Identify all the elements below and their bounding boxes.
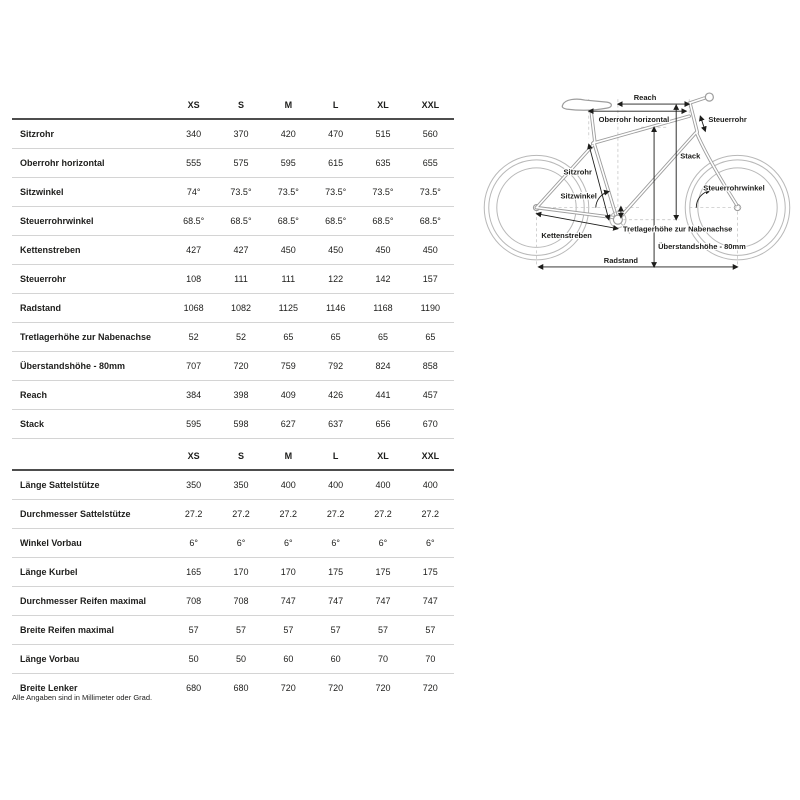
value-cell: 27.2 (217, 500, 264, 529)
value-cell: 792 (312, 352, 359, 381)
value-cell: 57 (217, 616, 264, 645)
size-header-xl: XL (359, 92, 406, 119)
value-cell: 470 (312, 119, 359, 149)
value-cell: 74° (170, 178, 217, 207)
row-label: Durchmesser Sattelstütze (12, 500, 170, 529)
value-cell: 720 (280, 683, 296, 693)
diagram-label-sitzrohr: Sitzrohr (563, 167, 592, 177)
value-cell: 747 (407, 587, 454, 616)
value-cell: 175 (312, 558, 359, 587)
value-cell: 175 (359, 558, 406, 587)
value-cell: 73.5° (312, 178, 359, 207)
diagram-label-sitzwinkel: Sitzwinkel (560, 191, 597, 201)
row-label: Durchmesser Reifen maximal (12, 587, 170, 616)
value-cell: 65 (265, 323, 312, 352)
value-cell: 68.5° (170, 207, 217, 236)
value-cell: 708 (217, 587, 264, 616)
value-cell: 52 (170, 323, 217, 352)
diagram-label-steuerrohrwinkel: Steuerrohrwinkel (703, 183, 765, 193)
value-cell: 420 (265, 119, 312, 149)
value-cell: 595 (170, 410, 217, 439)
value-cell: 27.2 (359, 500, 406, 529)
value-cell: 747 (312, 587, 359, 616)
value-cell: 707 (170, 352, 217, 381)
value-cell: 6° (265, 529, 312, 558)
value-cell: 108 (170, 265, 217, 294)
value-cell: 635 (359, 149, 406, 178)
table-row (12, 323, 454, 352)
table-row (12, 410, 454, 439)
value-cell: 370 (217, 119, 264, 149)
saddle (562, 99, 611, 110)
size-header-xxl: XXL (407, 443, 454, 470)
diagram-label-oberrohr: Oberrohr horizontal (598, 115, 670, 125)
value-cell: 400 (407, 470, 454, 500)
geometry-tables (12, 92, 454, 702)
row-label: Sitzwinkel (12, 178, 170, 207)
size-header-spacer (12, 443, 170, 470)
value-cell: 515 (359, 119, 406, 149)
value-cell: 6° (312, 529, 359, 558)
table-row (12, 119, 454, 149)
table-row (12, 236, 454, 265)
size-header-row (12, 443, 454, 470)
row-label: Breite Reifen maximal (12, 616, 170, 645)
value-cell: 720 (217, 352, 264, 381)
table-row (12, 381, 454, 410)
value-cell: 73.5° (217, 178, 264, 207)
value-cell: 122 (312, 265, 359, 294)
table-row (12, 645, 454, 674)
value-cell: 111 (265, 265, 312, 294)
diagram-label-ueberstandshoehe: Überstandshöhe - 80mm (658, 241, 746, 251)
value-cell: 350 (217, 470, 264, 500)
table-row (12, 558, 454, 587)
bike-geometry-diagram (478, 83, 800, 284)
value-cell: 27.2 (170, 500, 217, 529)
value-cell: 68.5° (265, 207, 312, 236)
value-cell: 175 (407, 558, 454, 587)
value-cell: 400 (265, 470, 312, 500)
size-header-s: S (217, 443, 264, 470)
row-label: Kettenstreben (12, 236, 170, 265)
value-cell: 858 (407, 352, 454, 381)
value-cell: 680 (233, 683, 249, 693)
value-cell: 427 (217, 236, 264, 265)
value-cell: 824 (359, 352, 406, 381)
table-row (12, 616, 454, 645)
table-row (12, 149, 454, 178)
table-row (12, 207, 454, 236)
table-row (12, 529, 454, 558)
value-cell: 68.5° (359, 207, 406, 236)
value-cell: 50 (217, 645, 264, 674)
value-cell: 759 (265, 352, 312, 381)
value-cell: 170 (265, 558, 312, 587)
row-label: Winkel Vorbau (12, 529, 170, 558)
value-cell: 57 (407, 616, 454, 645)
value-cell: 720 (422, 683, 438, 693)
value-cell: 68.5° (407, 207, 454, 236)
value-cell: 708 (170, 587, 217, 616)
value-cell: 575 (217, 149, 264, 178)
diagram-label-reach: Reach (633, 93, 657, 103)
diagram-label-kettenstreben: Kettenstreben (541, 230, 592, 240)
value-cell: 60 (312, 645, 359, 674)
value-cell: 1146 (312, 294, 359, 323)
value-cell: 6° (407, 529, 454, 558)
value-cell: 400 (312, 470, 359, 500)
value-cell: 52 (217, 323, 264, 352)
size-header-l: L (312, 443, 359, 470)
diagram-label-tretlagerhoehe: Tretlagerhöhe zur Nabenachse (622, 224, 733, 234)
value-cell: 560 (407, 119, 454, 149)
size-header-xs: XS (170, 443, 217, 470)
value-cell: 598 (217, 410, 264, 439)
diagram-label-steuerrohr: Steuerrohr (708, 115, 747, 125)
value-cell: 73.5° (265, 178, 312, 207)
value-cell: 27.2 (265, 500, 312, 529)
value-cell: 720 (328, 683, 344, 693)
value-cell: 426 (312, 381, 359, 410)
value-cell: 50 (170, 645, 217, 674)
value-cell: 637 (312, 410, 359, 439)
value-cell: 555 (170, 149, 217, 178)
size-header-xs: XS (170, 92, 217, 119)
value-cell: 165 (170, 558, 217, 587)
value-cell: 73.5° (407, 178, 454, 207)
diagram-label-stack: Stack (680, 151, 701, 161)
row-label: Stack (12, 410, 170, 439)
value-cell: 680 (186, 683, 202, 693)
size-header-s: S (217, 92, 264, 119)
size-header-m: M (265, 92, 312, 119)
value-cell: 441 (359, 381, 406, 410)
size-header-xl: XL (359, 443, 406, 470)
value-cell: 747 (265, 587, 312, 616)
value-cell: 6° (359, 529, 406, 558)
size-header-l: L (312, 92, 359, 119)
row-label: Steuerrohr (12, 265, 170, 294)
value-cell: 350 (170, 470, 217, 500)
row-label: Oberrohr horizontal (12, 149, 170, 178)
value-cell: 656 (359, 410, 406, 439)
value-cell: 6° (217, 529, 264, 558)
value-cell: 595 (265, 149, 312, 178)
row-label: Länge Vorbau (12, 645, 170, 674)
row-label: Breite Lenker (20, 683, 78, 693)
table-row (12, 178, 454, 207)
value-cell: 57 (359, 616, 406, 645)
value-cell: 57 (312, 616, 359, 645)
diagram-label-radstand: Radstand (603, 255, 639, 265)
value-cell: 68.5° (312, 207, 359, 236)
value-cell: 157 (407, 265, 454, 294)
value-cell: 720 (375, 683, 391, 693)
frame-geometry-table (12, 92, 454, 439)
value-cell: 615 (312, 149, 359, 178)
row-label: Reach (12, 381, 170, 410)
row-label: Tretlagerhöhe zur Nabenachse (12, 323, 170, 352)
value-cell: 1082 (217, 294, 264, 323)
row-label: Länge Sattelstütze (12, 470, 170, 500)
table-row (12, 352, 454, 381)
value-cell: 400 (359, 470, 406, 500)
value-cell: 111 (217, 265, 264, 294)
handlebar-grip (705, 93, 713, 101)
size-header-row (12, 92, 454, 119)
row-label: Radstand (12, 294, 170, 323)
value-cell: 450 (407, 236, 454, 265)
value-cell: 65 (359, 323, 406, 352)
value-cell: 70 (407, 645, 454, 674)
value-cell: 6° (170, 529, 217, 558)
value-cell: 655 (407, 149, 454, 178)
value-cell: 450 (359, 236, 406, 265)
value-cell: 57 (170, 616, 217, 645)
bike-frame (536, 93, 736, 234)
value-cell: 60 (265, 645, 312, 674)
table-row (12, 470, 454, 500)
value-cell: 670 (407, 410, 454, 439)
value-cell: 398 (217, 381, 264, 410)
value-cell: 73.5° (359, 178, 406, 207)
value-cell: 27.2 (312, 500, 359, 529)
size-header-m: M (265, 443, 312, 470)
size-header-spacer (12, 92, 170, 119)
size-header-xxl: XXL (407, 92, 454, 119)
value-cell: 65 (407, 323, 454, 352)
table-row (12, 500, 454, 529)
table-row (12, 587, 454, 616)
value-cell: 1190 (407, 294, 454, 323)
row-label: Überstandshöhe - 80mm (12, 352, 170, 381)
value-cell: 450 (312, 236, 359, 265)
component-geometry-table (12, 443, 454, 702)
value-cell: 1168 (359, 294, 406, 323)
value-cell: 57 (265, 616, 312, 645)
value-cell: 170 (217, 558, 264, 587)
row-label: Steuerrohrwinkel (12, 207, 170, 236)
value-cell: 68.5° (217, 207, 264, 236)
value-cell: 384 (170, 381, 217, 410)
value-cell: 747 (359, 587, 406, 616)
row-label: Sitzrohr (12, 119, 170, 149)
value-cell: 627 (265, 410, 312, 439)
value-cell: 142 (359, 265, 406, 294)
value-cell: 340 (170, 119, 217, 149)
row-label: Länge Kurbel (12, 558, 170, 587)
value-cell: 70 (359, 645, 406, 674)
value-cell: 427 (170, 236, 217, 265)
table-row (12, 294, 454, 323)
value-cell: 450 (265, 236, 312, 265)
table-row (12, 265, 454, 294)
value-cell: 1125 (265, 294, 312, 323)
value-cell: 457 (407, 381, 454, 410)
value-cell: 1068 (170, 294, 217, 323)
units-note: Alle Angaben sind in Millimeter oder Grad. (12, 693, 153, 702)
value-cell: 65 (312, 323, 359, 352)
value-cell: 27.2 (407, 500, 454, 529)
value-cell: 409 (265, 381, 312, 410)
